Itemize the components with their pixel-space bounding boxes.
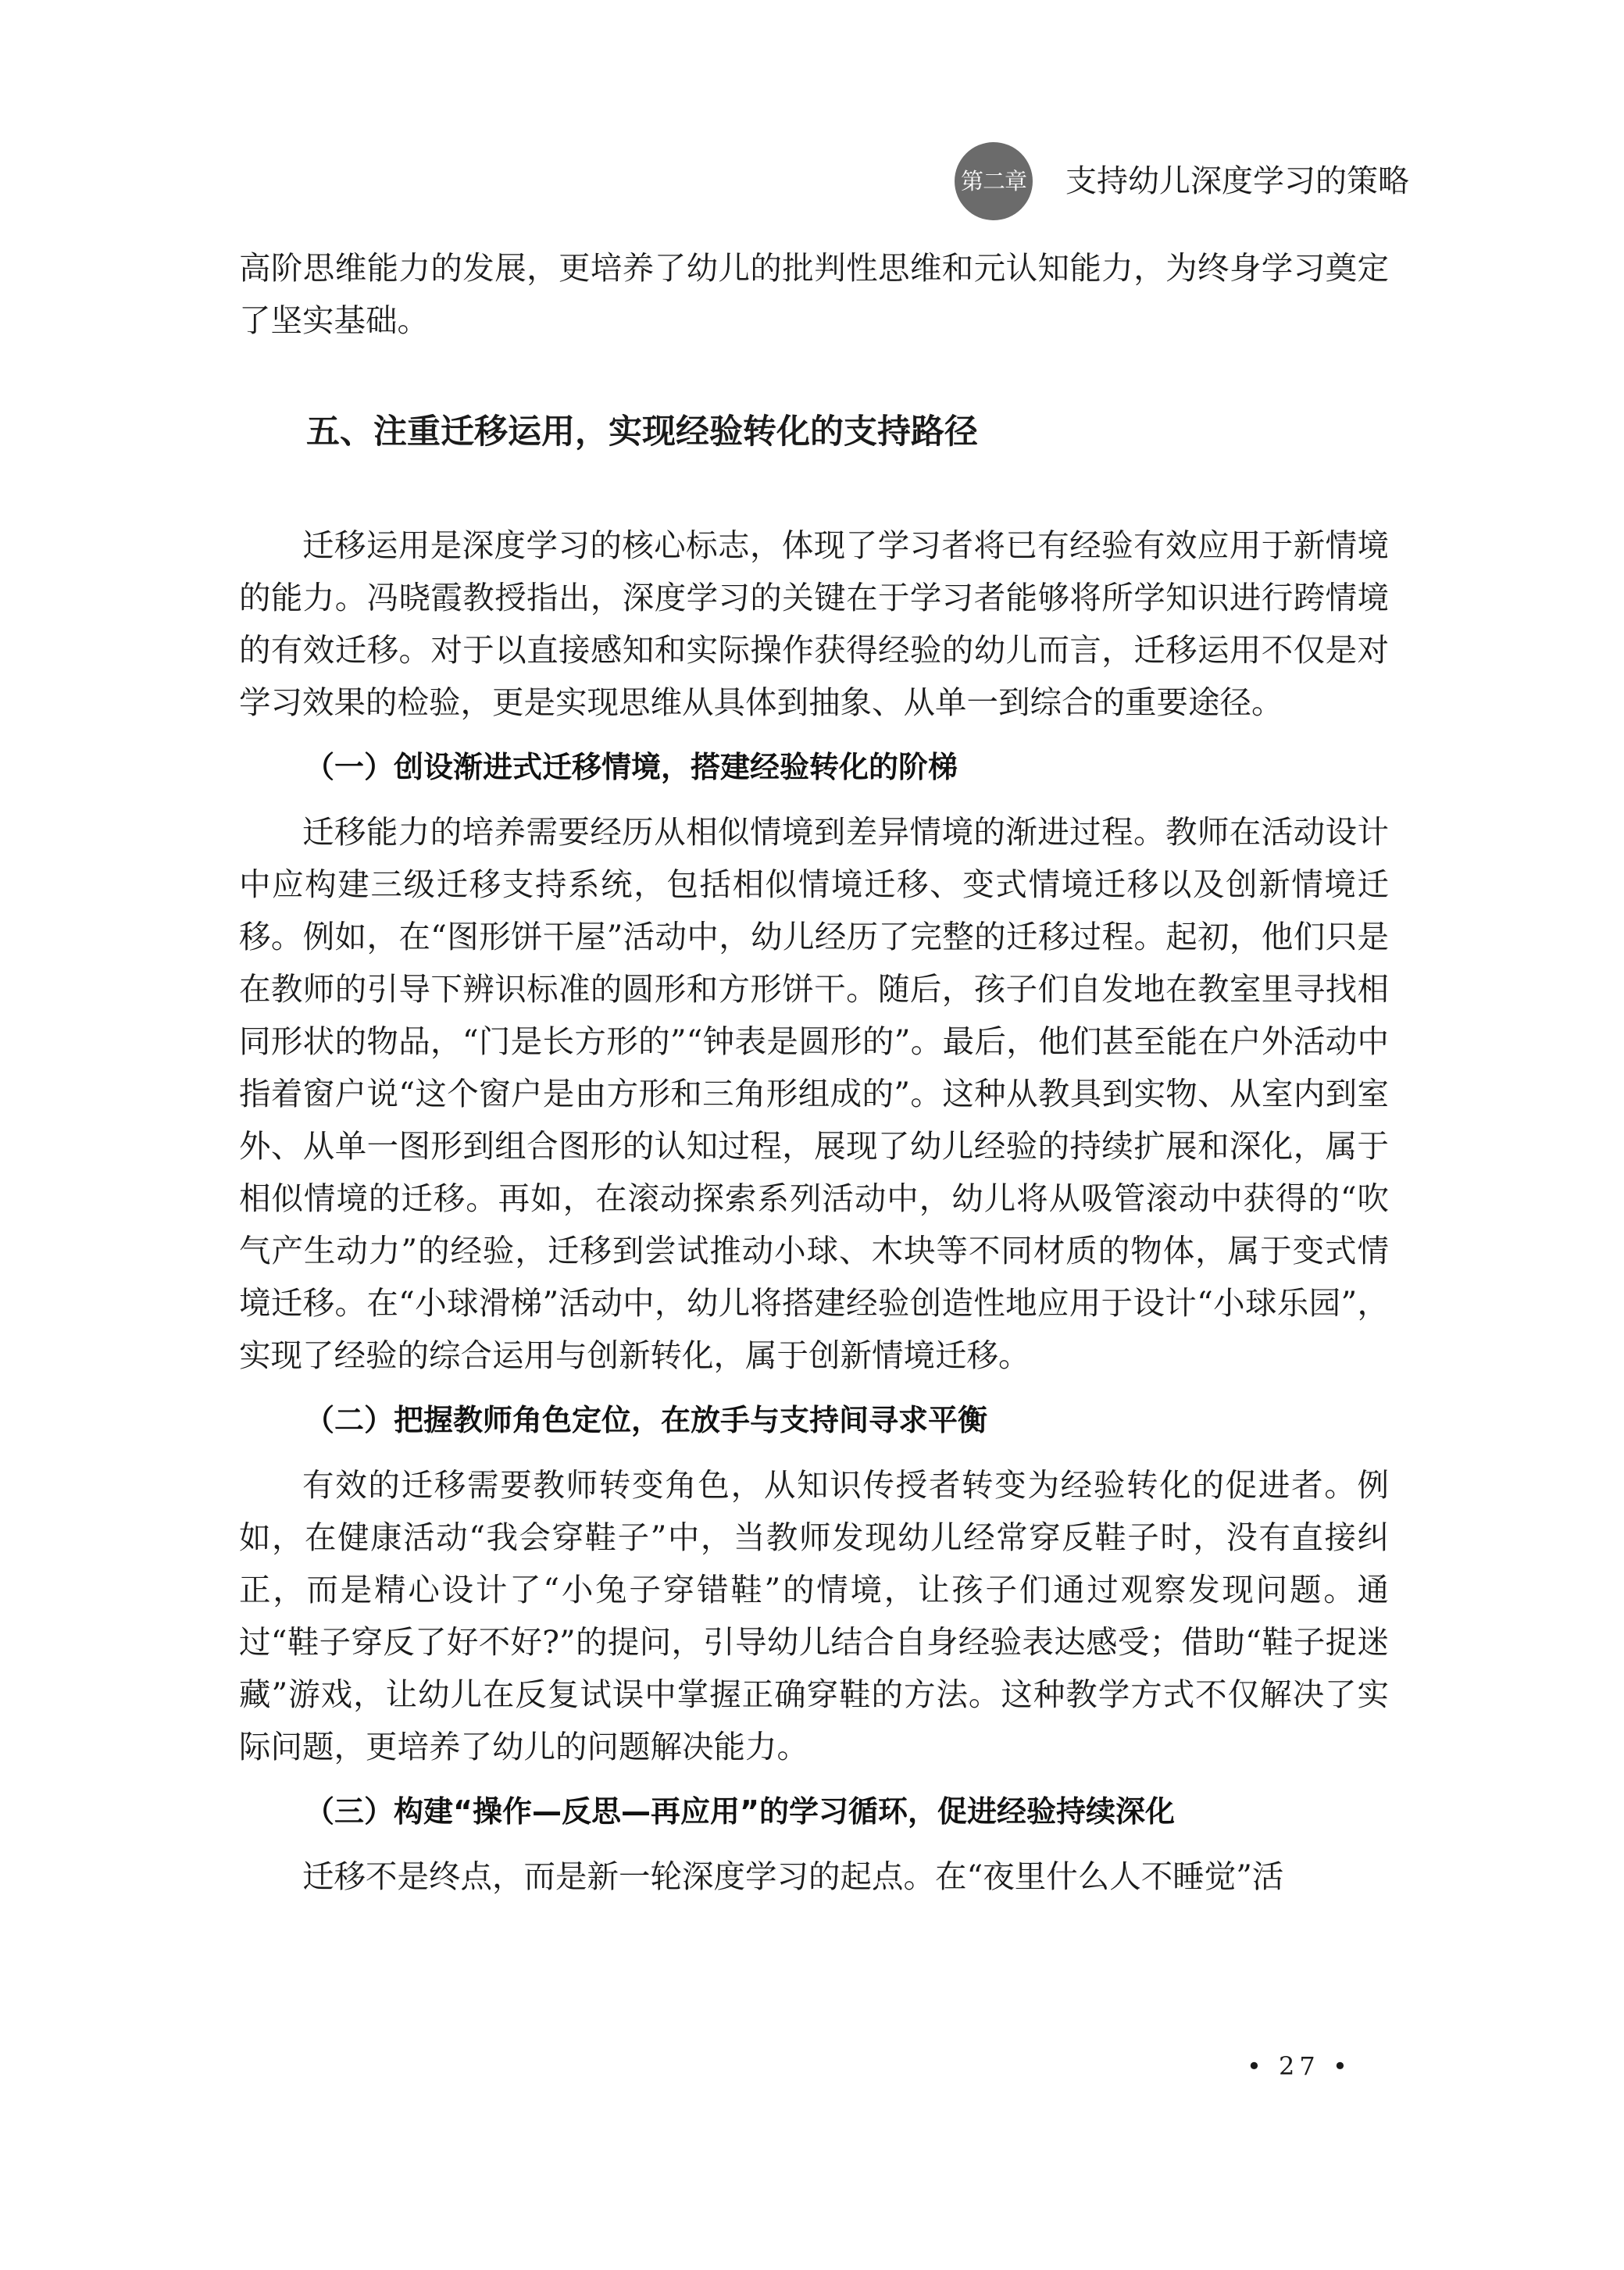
subsection-title-2: （二）把握教师角色定位，在放手与支持间寻求平衡 — [305, 1403, 988, 1437]
subsection-body-2: 有效的迁移需要教师转变角色，从知识传授者转变为经验转化的促进者。例如，在健康活动“我会穿鞋子”中，当教师发现幼儿经常穿反鞋子时，没有直接纠正，而是精心设计了“小兔子穿错鞋”的情境，让孩子们通过观察发现问题。通过“鞋子穿反了好不好?”的提问，引导幼儿结合自身经验表达感受；借助“鞋子捉迷藏”游戏，让幼儿在反复试误中掌握正确穿鞋的方法。这种教学方式不仅解决了实际问题，更培养了幼儿的问题解决能力。 — [239, 1466, 1389, 1765]
subsection-body-3: 迁移不是终点，而是新一轮深度学习的起点。在“夜里什么人不睡觉”活 — [302, 1858, 1284, 1895]
section-intro-paragraph: 迁移运用是深度学习的核心标志，体现了学习者将已有经验有效应用于新情境的能力。冯晓霞教授指出，深度学习的关键在于学习者能够将所学知识进行跨情境的有效迁移。对于以直接感知和实际操作获得经验的幼儿而言，迁移运用不仅是对学习效果的检验，更是实现思维从具体到抽象、从单一到综合的重要途径。 — [239, 526, 1389, 721]
chapter-title: 支持幼儿深度学习的策略 — [1065, 163, 1409, 199]
section-title: 五、注重迁移运用，实现经验转化的支持路径 — [306, 412, 978, 452]
subsection-body-1: 迁移能力的培养需要经历从相似情境到差异情境的渐进过程。教师在活动设计中应构建三级迁移支持系统，包括相似情境迁移、变式情境迁移以及创新情境迁移。例如，在“图形饼干屋”活动中，幼儿经历了完整的迁移过程。起初，他们只是在教师的引导下辨识标准的圆形和方形饼干。随后，孩子们自发地在教室里寻找相同形状的物品，“门是长方形的”“钟表是圆形的”。最后，他们甚至能在户外活动中指着窗户说“这个窗户是由方形和三角形组成的”。这种从教具到实物、从室内到室外、从单一图形到组合图形的认知过程，展现了幼儿经验的持续扩展和深化，属于相似情境的迁移。再如，在滚动探索系列活动中，幼儿将从吸管滚动中获得的“吹气产生动力”的经验，迁移到尝试推动小球、木块等不同材质的物体，属于变式情境迁移。在“小球滑梯”活动中，幼儿将搭建经验创造性地应用于设计“小球乐园”，实现了经验的综合运用与创新转化，属于创新情境迁移。 — [239, 813, 1389, 1374]
page-number: • 27 • — [1247, 2051, 1352, 2081]
page-content — [239, 242, 1389, 1903]
continuation-paragraph: 高阶思维能力的发展，更培养了幼儿的批判性思维和元认知能力，为终身学习奠定了坚实基础。 — [239, 249, 1389, 339]
subsection-title-3: （三）构建“操作—反思—再应用”的学习循环，促进经验持续深化 — [305, 1794, 1175, 1829]
chapter-badge: 第二章 — [955, 142, 1033, 220]
subsection-title-1: （一）创设渐进式迁移情境，搭建经验转化的阶梯 — [305, 750, 958, 784]
running-header — [955, 142, 1439, 220]
